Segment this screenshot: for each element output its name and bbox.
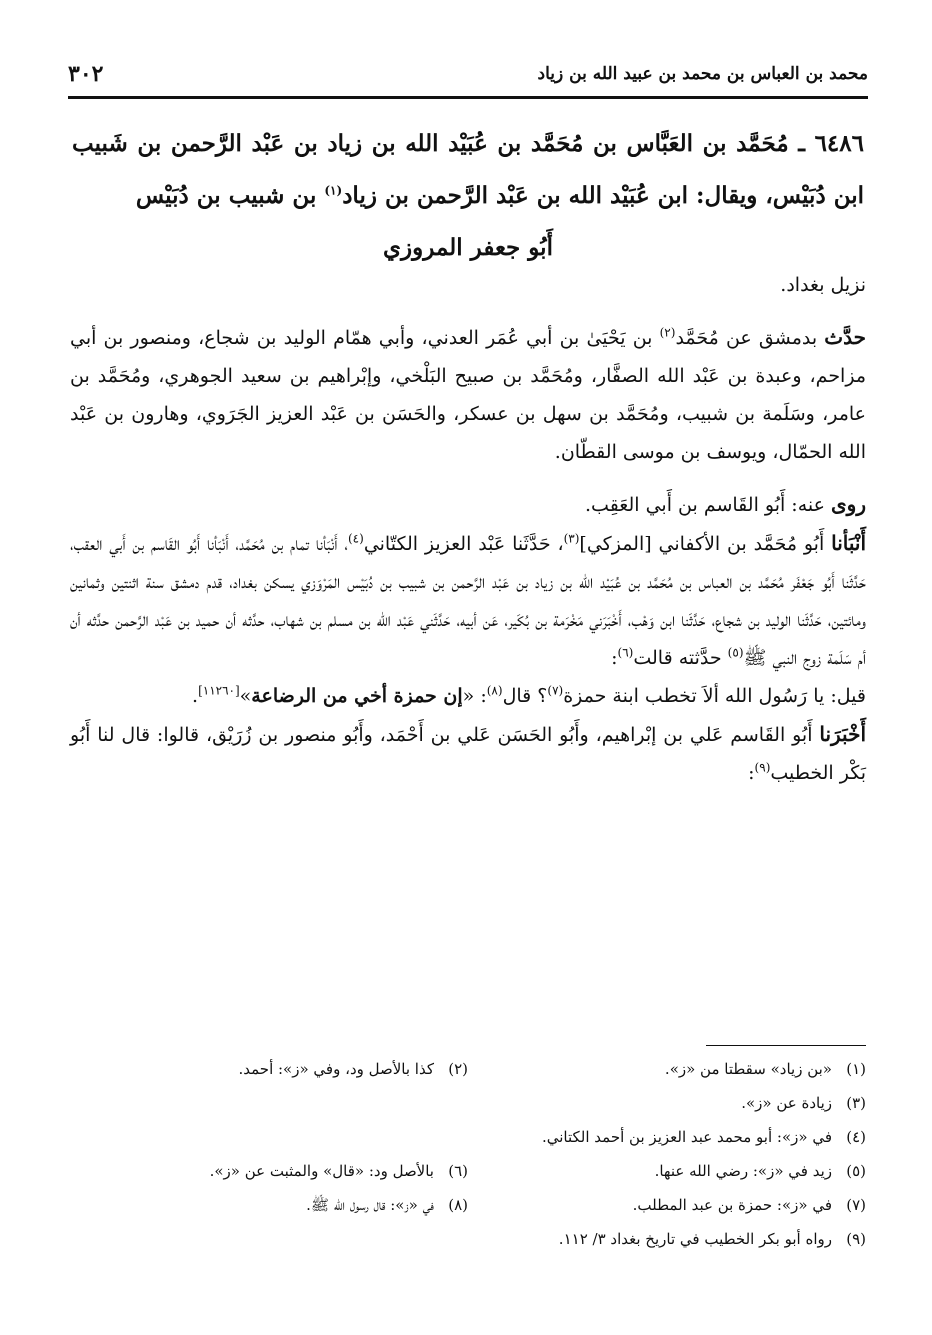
footnote-number: (٦) — [448, 1162, 468, 1180]
footnote-text: «بن زياد» سقطتا من «ز». — [664, 1060, 832, 1078]
footnote-row — [70, 1222, 866, 1256]
footnote — [468, 1188, 866, 1222]
footnote-ref: (١) — [324, 183, 343, 198]
footnote-number: (٧) — [846, 1196, 866, 1214]
page-number: ٣٠٢ — [68, 61, 104, 87]
entry-title-tail: بن شبيب بن دُبَيْس — [135, 182, 325, 209]
footnote-number: (٢) — [448, 1060, 468, 1078]
paragraph-text: عنه: أَبُو القَاسم بن أَبي العَقِب. — [585, 494, 832, 516]
footnotes — [70, 1052, 866, 1256]
paragraph-text: بن يَحْيَىٰ بن أبي عُمَر العدني، وأبي همّام الوليد بن شجاع، ومنصور بن أبي مزاحم، وعبدة بن عَبْد الله الصفَّار، ومُحَمَّد بن صبيح البَلْخي، وإبْراهيم بن سعيد الجوهري، ومُحَمَّد بن عامر، وسَلَمة بن شبيب، ومُحَمَّد بن سهل بن عسكر، والحَسَن بن عَبْد العزيز الجَرَوي، وهارون بن عَبْد الله الحمّال، ويوسف بن موسى القطّان. — [70, 327, 866, 463]
paragraph-text: » — [239, 685, 252, 707]
footnote-text: زيادة عن «ز». — [741, 1094, 832, 1112]
paragraph-lead: روى — [831, 492, 866, 516]
paragraph-residence: نزيل بغداد. — [780, 274, 866, 296]
paragraph-text: ، حَدَّثَنا عَبْد العزيز الكتّاني — [363, 533, 564, 555]
footnote-number: (١) — [846, 1060, 866, 1078]
footnote — [468, 1086, 866, 1120]
footnote-text: بالأصل ود: «قال» والمثبت عن «ز». — [209, 1162, 434, 1180]
paragraph-text: : — [748, 762, 755, 784]
footnote-number: (٨) — [448, 1196, 468, 1214]
paragraph-hadith — [70, 677, 866, 715]
paragraph-isnad — [70, 524, 866, 677]
paragraph-text: حدَّثته قالت — [633, 647, 728, 669]
paragraph-lead: أَنْبَأنا — [831, 531, 867, 555]
paragraph-text: ؟ قال — [502, 685, 548, 707]
entry-title — [72, 118, 864, 222]
paragraph-text: : « — [462, 685, 487, 707]
footnote-number: (٣) — [846, 1094, 866, 1112]
paragraph-text: قيل: يا رَسُول الله ألاَ تخطب ابنة حمزة — [563, 685, 866, 707]
paragraph-narrators — [70, 485, 866, 524]
running-title: محمد بن العباس بن محمد بن عبيد الله بن زياد — [537, 64, 868, 84]
footnote — [468, 1222, 866, 1256]
footnote-ref: (٣) — [563, 531, 580, 546]
footnote-text: في «ز»: أبو محمد عبد العزيز بن أحمد الكتاني. — [541, 1128, 832, 1146]
footnote-number: (٩) — [846, 1230, 866, 1248]
footnote — [70, 1154, 468, 1188]
paragraph-text: بدمشق عن مُحَمَّد — [675, 327, 825, 349]
footnotes-divider — [706, 1045, 866, 1046]
hadith-number: [١١٢٦٠] — [198, 683, 240, 698]
paragraph-text: أَبُو مُحَمَّد بن الأكفاني [المزكي] — [579, 533, 832, 555]
footnote — [70, 1188, 468, 1222]
hadith-quote: إن حمزة أخي من الرضاعة — [251, 685, 463, 707]
paragraph-text: : — [611, 647, 618, 669]
footnote — [70, 1052, 468, 1086]
footnote-ref: (٩) — [754, 760, 771, 775]
footnote-ref: (٨) — [486, 683, 503, 698]
paragraph-text: أَبُو القَاسم عَلي بن إبْراهيم، وأَبُو الحَسَن عَلي بن أَحْمَد، وأَبُو منصور بن زُرَيْق، قالوا: قال لنا أَبُو بَكْر الخطيب — [70, 724, 866, 784]
paragraph-lead: حدَّث — [824, 325, 866, 349]
footnote-text: في «ز»: قال رسول الله ﷺ. — [306, 1196, 434, 1214]
footnote — [468, 1052, 866, 1086]
footnote-ref: (٧) — [547, 683, 564, 698]
paragraph-text: . — [192, 685, 199, 707]
footnote-ref: (٤) — [347, 531, 364, 546]
footnote-text: كذا بالأصل ود، وفي «ز»: أحمد. — [238, 1060, 434, 1078]
paragraph-isnad-2 — [70, 715, 866, 792]
footnote-text: زيد في «ز»: رضي الله عنها. — [654, 1162, 832, 1180]
footnote-row — [70, 1154, 866, 1188]
footnote-text: رواه أبو بكر الخطيب في تاريخ بغداد ٣/ ١١٢. — [558, 1230, 832, 1248]
entry-kunya: أَبُو جعفر المروزي — [383, 234, 553, 261]
footnote-ref: (٥) — [727, 645, 744, 660]
page-header — [68, 52, 868, 99]
paragraph-text: ، أَنْبَأنا تمام بن مُحَمَّد، أَنْبَأنا أَبُو القَاسم بن أَبي العقب، حَدَّثَنا أَبُو جَعْفَر مُحَمَّد بن العباس بن مُحَمَّد بن عُبَيْد الله بن زياد بن عَبْد الرَّحمن بن شبيب بن دُبَيْس المَرْوَزي يسكن بغداد، قدم دمشق سنة اثنتين وثمانين ومائتين، حَدَّثَنا الوليد بن شجاع، حَدَّثَنا ابن وَهْب، أَخْبَرَني مَخْرَمة بن بُكَير، عَن أبيه، حَدَّثَني عَبْد الله بن مسلم بن شهاب، حدَّثه أن حميد بن عَبْد الرَّحمن حدَّثه أن أم سَلَمة زوج النبي ﷺ — [70, 533, 866, 669]
footnote-row — [70, 1052, 866, 1086]
footnote-row — [70, 1120, 866, 1154]
footnote-row — [70, 1086, 866, 1120]
footnote-number: (٥) — [846, 1162, 866, 1180]
footnote — [468, 1154, 866, 1188]
paragraph-lead: أَخْبَرَنا — [819, 722, 866, 746]
paragraph-teachers — [70, 318, 866, 471]
footnote — [468, 1120, 866, 1154]
footnote-ref: (٢) — [659, 325, 676, 340]
footnote-text: في «ز»: حمزة بن عبد المطلب. — [632, 1196, 832, 1214]
footnote-ref: (٦) — [617, 645, 634, 660]
footnote-number: (٤) — [846, 1128, 866, 1146]
footnote-row — [70, 1188, 866, 1222]
body-text — [70, 266, 866, 792]
entry-title-text: ٦٤٨٦ ـ مُحَمَّد بن العَبَّاس بن مُحَمَّد بن عُبَيْد الله بن زياد بن عَبْد الرَّحمن بن شَبيب ابن دُبَيْس، ويقال: ابن عُبَيْد الله بن عَبْد الرَّحمن بن زياد — [72, 130, 864, 209]
